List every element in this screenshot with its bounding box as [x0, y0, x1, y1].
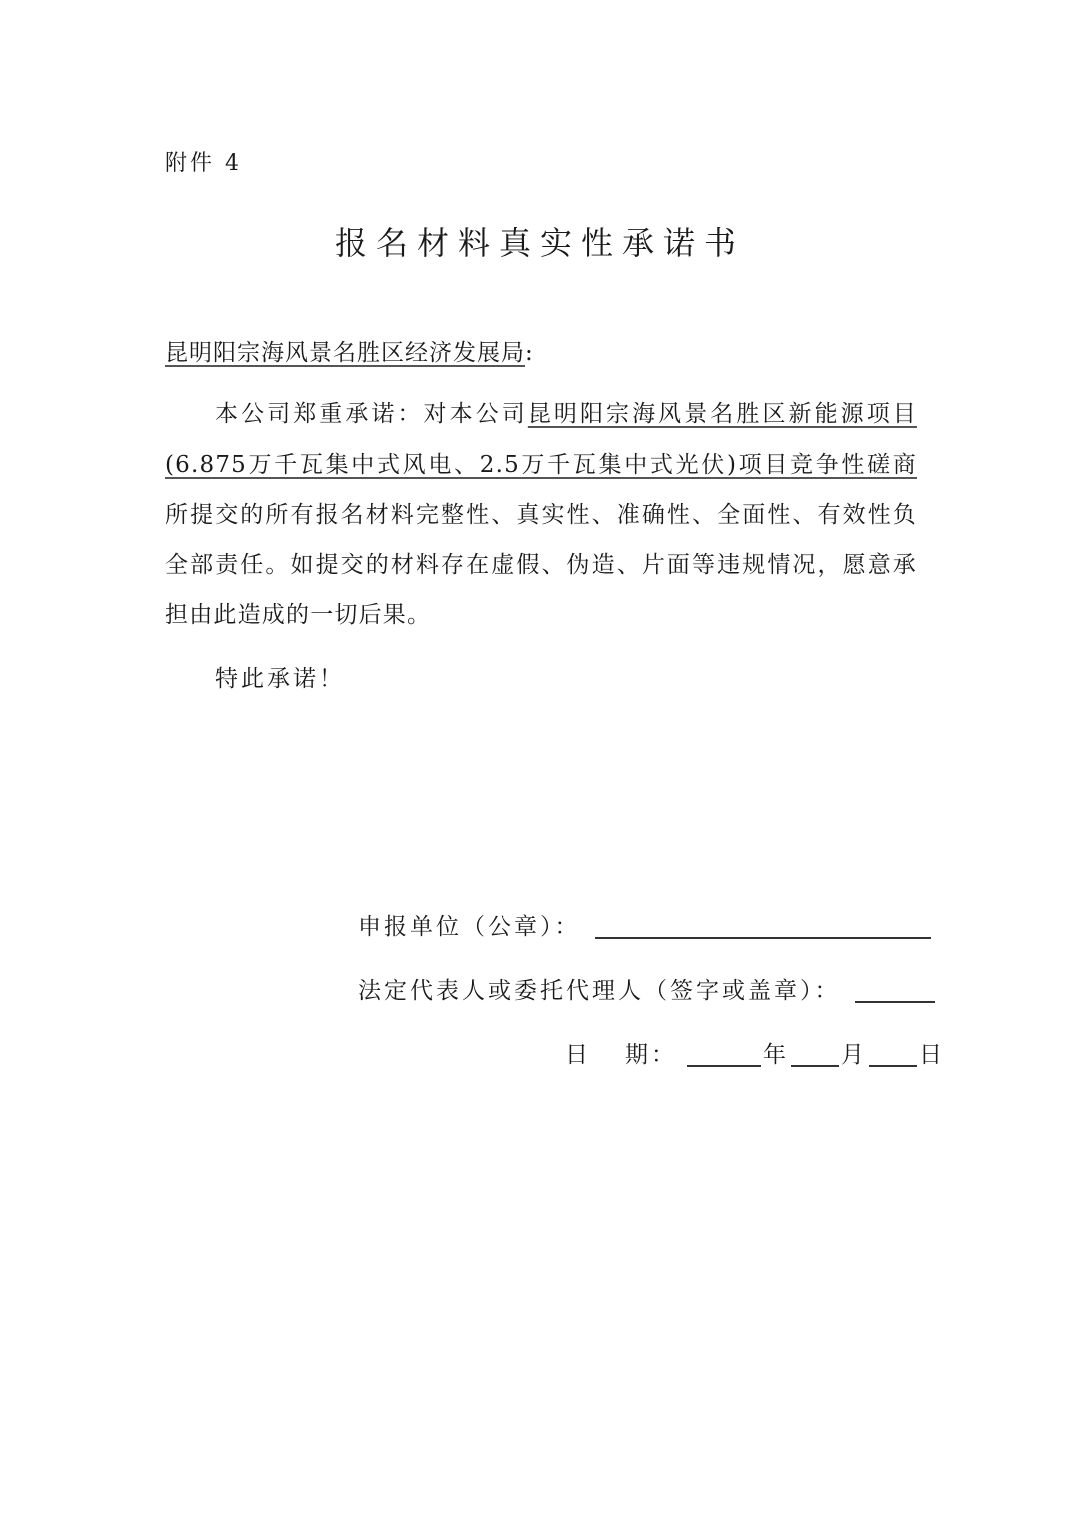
day-label: 日: [919, 1042, 945, 1068]
project-name: 昆明阳宗海风景名胜区新能源项目: [527, 401, 917, 427]
closing-statement: 特此承诺！: [215, 666, 345, 692]
signature-representative-row: [358, 972, 935, 1005]
body-line-3: 所提交的所有报名材料完整性、真实性、准确性、全面性、有效性负: [165, 502, 917, 528]
signature-unit-row: [358, 908, 931, 941]
date-label-char-2: 期：: [625, 1042, 677, 1068]
year-blank[interactable]: [687, 1039, 761, 1067]
unit-seal-blank[interactable]: [595, 911, 931, 939]
representative-label: 法定代表人或委托代理人（签字或盖章）：: [358, 978, 841, 1004]
signature-date-row: [565, 1036, 945, 1069]
body-line-2: [165, 446, 917, 479]
date-label-char-1: 日: [565, 1042, 591, 1068]
document-title: 报名材料真实性承诺书: [334, 224, 745, 262]
representative-signature-blank[interactable]: [855, 975, 935, 1003]
year-label: 年: [763, 1042, 789, 1068]
addressee-name: 昆明阳宗海风景名胜区经济发展局: [165, 340, 525, 366]
body-line-1-prefix: 本公司郑重承诺：对本公司: [215, 401, 528, 427]
day-blank[interactable]: [869, 1039, 917, 1067]
month-blank[interactable]: [791, 1039, 839, 1067]
project-detail: (6.875万千瓦集中式风电、2.5万千瓦集中式光伏)项目竞争性磋商: [165, 452, 917, 478]
attachment-label: 附件 4: [165, 151, 242, 176]
addressee: [165, 334, 534, 367]
month-label: 月: [841, 1042, 867, 1068]
body-line-1: [215, 395, 917, 428]
addressee-colon: :: [525, 340, 534, 366]
body-line-4: 全部责任。如提交的材料存在虚假、伪造、片面等违规情况，愿意承: [165, 552, 917, 578]
unit-label: 申报单位（公章）：: [358, 914, 581, 940]
body-line-5: 担由此造成的一切后果。: [165, 602, 432, 628]
